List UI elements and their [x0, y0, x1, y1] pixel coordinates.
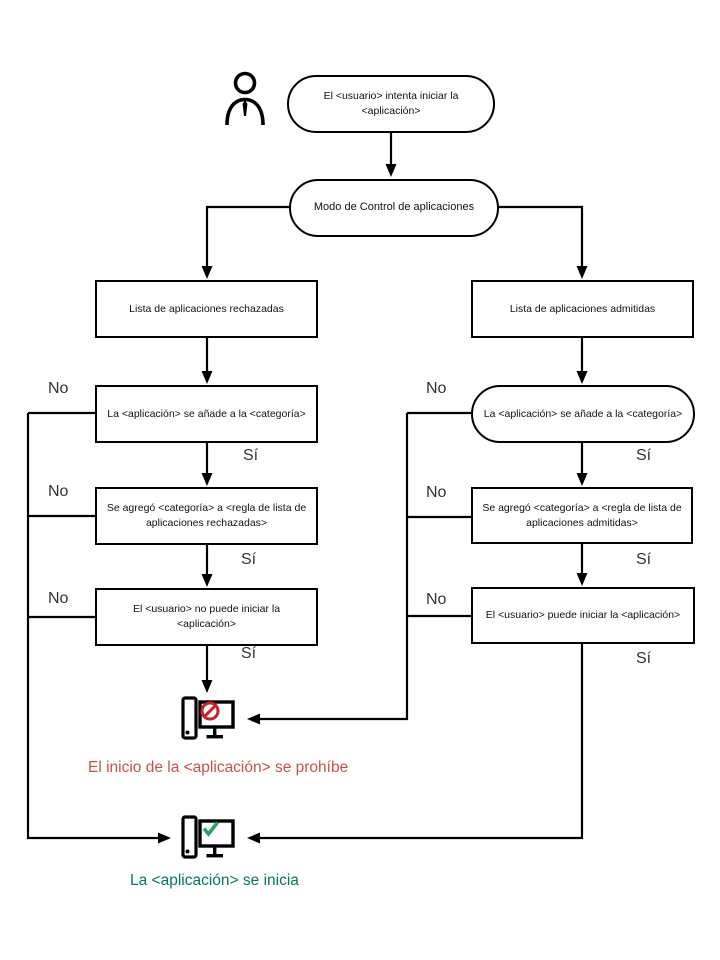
node-start [287, 75, 495, 133]
computer-blocked-icon [181, 696, 235, 744]
node-deny-category-label: La <aplicación> se añade a la <categoría> [107, 407, 306, 420]
node-deny-category [95, 385, 318, 443]
si-label: Sí [636, 650, 652, 667]
node-allow-list-label: Lista de aplicaciones admitidas [509, 302, 656, 315]
node-start-label: El <usuario> intenta iniciar la <aplicación> [323, 90, 459, 117]
outcome-started-text: La <aplicación> se inicia [130, 872, 299, 889]
node-allow-list [471, 280, 694, 338]
node-control-mode [289, 179, 499, 237]
no-label: No [426, 380, 447, 397]
node-deny-result [95, 588, 318, 646]
user-icon [222, 71, 268, 127]
node-allow-category [471, 385, 695, 443]
si-label: Sí [241, 551, 257, 568]
no-label: No [48, 590, 69, 607]
si-label: Sí [636, 447, 652, 464]
no-label: No [426, 591, 447, 608]
si-label: Sí [636, 551, 652, 568]
node-allow-category-label: La <aplicación> se añade a la <categoría> [483, 407, 683, 420]
computer-started-icon [181, 815, 235, 863]
no-label: No [48, 380, 69, 397]
node-allow-rule-label: Se agregó <categoría> a <regla de lista de aplicaciones admitidas> [482, 501, 682, 529]
si-label: Sí [243, 447, 259, 464]
node-deny-rule [95, 487, 318, 545]
node-allow-result-label: El <usuario> puede iniciar la <aplicación> [485, 609, 681, 622]
node-deny-result-label: El <usuario> no puede iniciar la <aplicación> [132, 603, 281, 630]
node-deny-list-label: Lista de aplicaciones rechazadas [129, 302, 284, 315]
node-allow-result [471, 587, 695, 644]
no-label: No [426, 484, 447, 501]
node-deny-rule-label: Se agregó <categoría> a <regla de lista de aplicaciones rechazadas> [106, 502, 307, 529]
no-label: No [48, 483, 69, 500]
si-label: Sí [241, 645, 257, 662]
node-control-mode-label: Modo de Control de aplicaciones [313, 201, 475, 214]
node-allow-rule [471, 487, 693, 544]
outcome-blocked-text: El inicio de la <aplicación> se prohíbe [88, 759, 349, 776]
node-deny-list [95, 280, 318, 338]
